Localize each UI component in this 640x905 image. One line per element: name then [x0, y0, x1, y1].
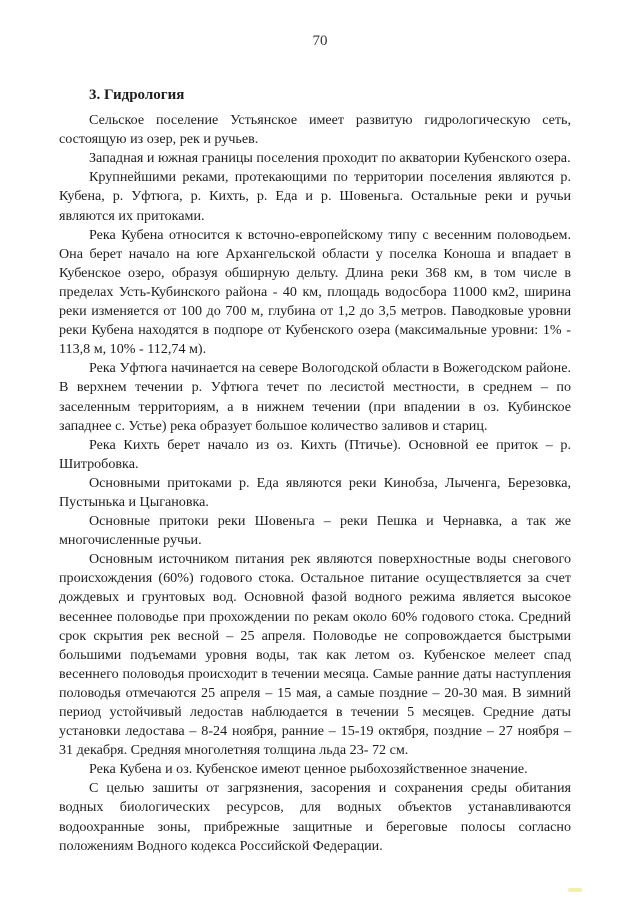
- scan-mark: [568, 888, 582, 892]
- paragraph: Основные притоки реки Шовеньга – реки Пешка и Чернавка, а так же многочисленные ручьи.: [59, 513, 571, 549]
- section-heading: 3. Гидрология: [89, 87, 185, 103]
- paragraph: Река Кубена относится к всточно-европейскому типу с весенним половодьем. Она берет начало на юге Архангельской области у поселка Коноша и впадает в Кубенское озеро, образуя обширную дельту. Длина реки 368 км, в том числе в пределах Усть-Кубинского района - 40 км, площадь водосбора 11000 км2, ширина реки изменяется от 100 до 700 м, глубина от 1,2 до 3,5 метров. Паводковые уровни реки Кубена находятся в подпоре от Кубенского озера (максимальные уровни: 1% - 113,8 м, 10% - 112,74 м).: [59, 226, 571, 358]
- paragraph: Река Кубена и оз. Кубенское имеют ценное рыбохозяйственное значение.: [89, 761, 528, 778]
- paragraph: Река Уфтюга начинается на севере Вологодской области в Вожегодском районе. В верхнем течении р. Уфтюга течет по лесистой местности, в среднем – по заселенным территориям, а в нижнем течении (при впадении в оз. Кубинское западнее с. Устье) река образует большое количество заливов и стариц.: [59, 360, 571, 434]
- paragraph: Основным источником питания рек являются поверхностные воды снегового происхождения (60%) годового стока. Остальное питание осуществляется за счет дождевых и грунтовых вод. Основной фазой водного режима является высокое весеннее половодье при прохождении по рекам около 60% годового стока. Средний срок скрытия рек весной – 25 апреля. Половодье не сопровождается быстрыми большими подъемами уровня воды, так как летом оз. Кубенское мелеет спад весеннего половодья происходит в течении месяца. Самые ранние даты наступления половодья отмечаются 25 апреля – 15 мая, а самые поздние – 20-30 мая. В зимний период устойчивый ледостав наблюдается в течении 5 месяцев. Средние даты установки ледостава – 8-24 ноября, ранние – 15-19 октября, поздние – 27 ноября – 31 декабря. Средняя многолетняя толщина льда 23- 72 см.: [59, 551, 571, 759]
- page-number: 70: [312, 33, 328, 49]
- paragraph: С целью зашиты от загрязнения, засорения и сохранения среды обитания водных биологических ресурсов, для водных объектов устанавливаются водоохранные зоны, прибрежные защитные и береговые полосы согласно положениям Водного кодекса Российской Федерации.: [59, 780, 571, 854]
- document-body: [59, 86, 571, 856]
- paragraph: Сельское поселение Устьянское имеет развитую гидрологическую сеть, состоящую из озер, рек и ручьев.: [59, 112, 571, 148]
- paragraph: Основными притоками р. Еда являются реки Кинобза, Лыченга, Березовка, Пустынька и Цыгановка.: [59, 474, 571, 510]
- paragraph: Западная и южная границы поселения проходит по акватории Кубенского озера.: [89, 150, 571, 167]
- paragraph: Крупнейшими реками, протекающими по территории поселения являются р. Кубена, р. Уфтюга, р. Кихть, р. Еда и р. Шовеньга. Остальные реки и ручьи являются их притоками.: [59, 169, 571, 224]
- paragraph: Река Кихть берет начало из оз. Кихть (Птичье). Основной ее приток – р. Шитробовка.: [59, 436, 571, 472]
